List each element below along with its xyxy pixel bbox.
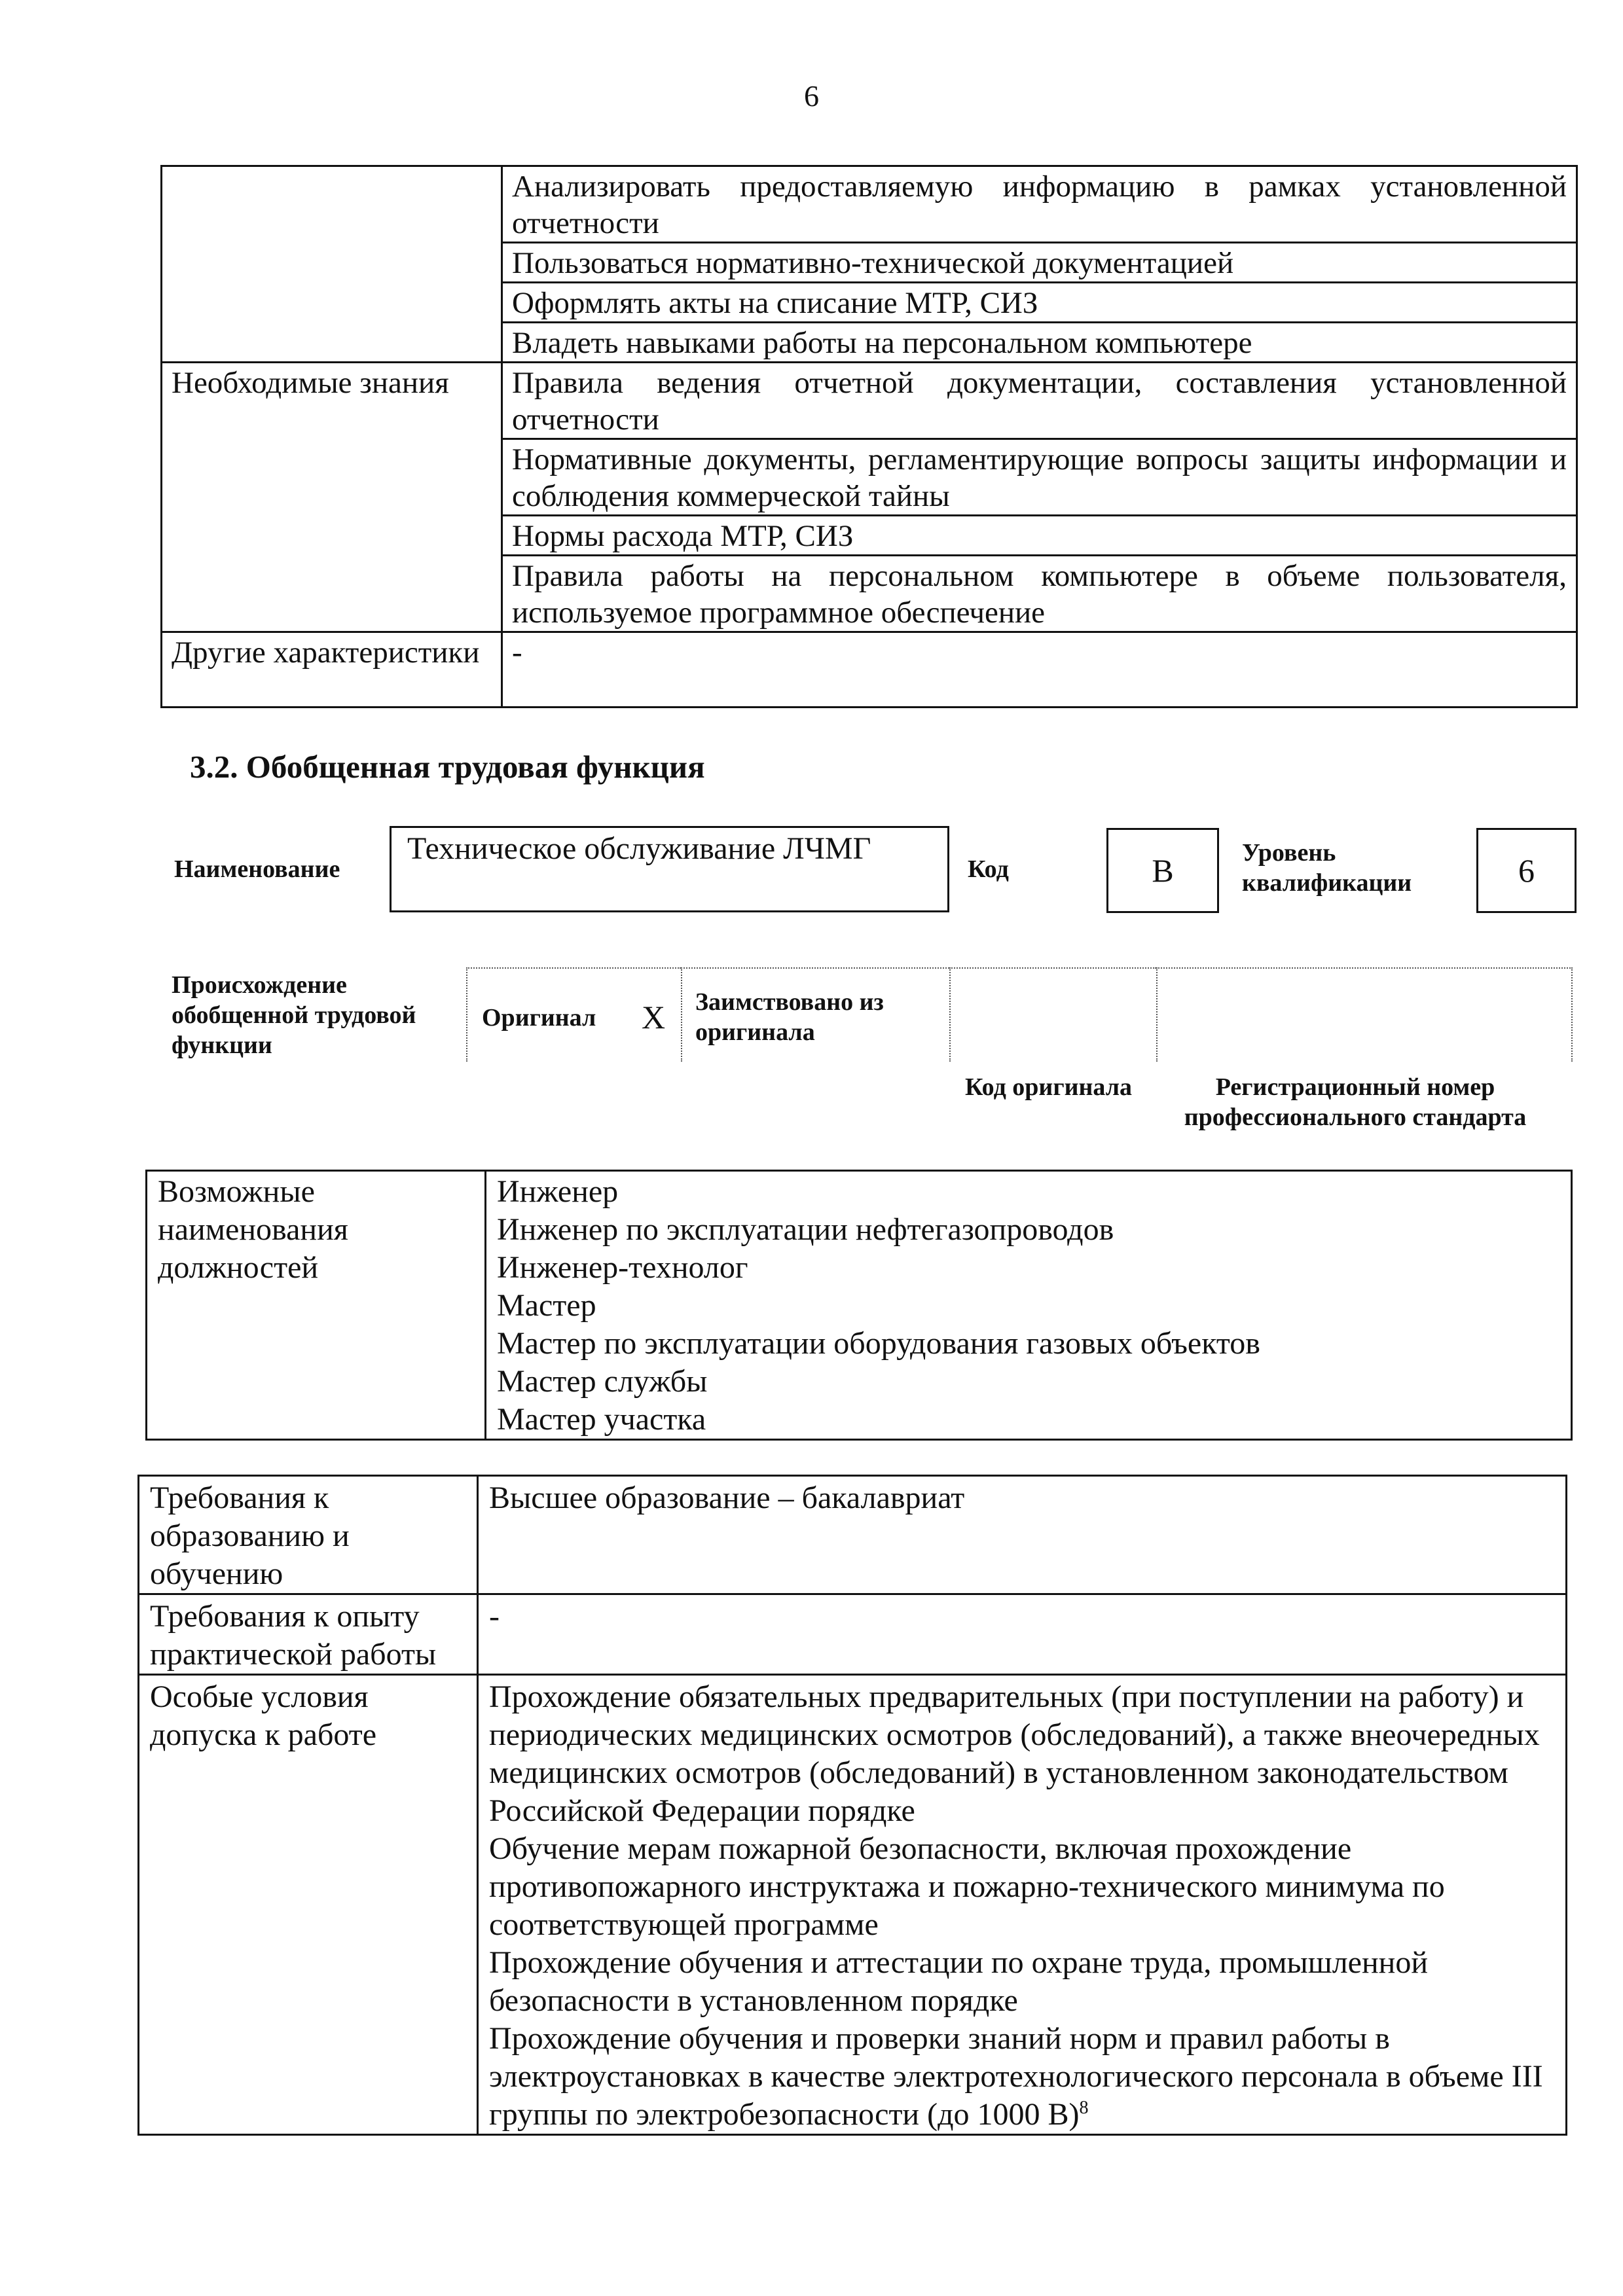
origin-label-line1: Происхождение xyxy=(172,971,347,999)
code-label: Код xyxy=(968,855,1009,883)
reg-number-caption-line1: Регистрационный номер xyxy=(1215,1073,1495,1101)
origin-label-line2: обобщенной трудовой xyxy=(172,1001,416,1029)
page-number: 6 xyxy=(804,79,819,113)
skill-row: Анализировать предоставляемую информацию в рамках установленной отчетности xyxy=(502,166,1577,243)
section-title: 3.2. Обобщенная трудовая функция xyxy=(190,749,705,785)
job-title-item: Мастер службы xyxy=(497,1364,708,1399)
borrowed-label-line2: оригинала xyxy=(695,1018,815,1046)
qualification-level-value: 6 xyxy=(1518,852,1535,889)
job-title-item: Мастер участка xyxy=(497,1402,706,1437)
skills-knowledge-table xyxy=(160,165,1578,708)
job-titles-table xyxy=(145,1170,1573,1441)
borrowed-label-line1: Заимствовано из xyxy=(695,988,884,1016)
experience-label: Требования к опыту практической работы xyxy=(139,1594,478,1675)
experience-value: - xyxy=(478,1594,1567,1675)
origin-strip xyxy=(466,967,1573,1062)
function-name-value: Техническое обслуживание ЛЧМГ xyxy=(407,831,871,866)
original-code-cell xyxy=(949,967,1156,1062)
code-box xyxy=(1106,828,1219,913)
job-titles-label: Возможные наименования должностей xyxy=(147,1171,486,1440)
job-title-item: Мастер xyxy=(497,1288,596,1323)
condition-item: Обучение мерам пожарной безопасности, включая прохождение противопожарного инструктажа и пожарно-технического минимума по соответствующей программе xyxy=(489,1831,1445,1942)
education-label: Требования к образованию и обучению xyxy=(139,1476,478,1594)
skill-row: Владеть навыками работы на персональном компьютере xyxy=(502,323,1577,363)
skill-row: Пользоваться нормативно-технической документацией xyxy=(502,243,1577,283)
knowledge-row: Правила работы на персональном компьютере в объеме пользователя, используемое программное обеспечение xyxy=(502,556,1577,632)
other-characteristics-value: - xyxy=(502,632,1577,708)
reg-number-cell xyxy=(1156,967,1573,1062)
origin-label-line3: функции xyxy=(172,1031,272,1059)
job-titles-list xyxy=(486,1171,1572,1440)
code-value: B xyxy=(1152,852,1174,889)
job-title-item: Инженер по эксплуатации нефтегазопроводов xyxy=(497,1212,1114,1247)
knowledge-row: Нормы расхода МТР, СИЗ xyxy=(502,516,1577,556)
name-label: Наименование xyxy=(174,855,340,883)
condition-item xyxy=(489,2020,1555,2134)
footnote-marker: 8 xyxy=(1079,2098,1089,2118)
level-label-line2: квалификации xyxy=(1242,869,1412,897)
job-title-item: Инженер-технолог xyxy=(497,1250,748,1285)
knowledge-row: Правила ведения отчетной документации, составления установленной отчетности xyxy=(502,363,1577,439)
function-name-box xyxy=(390,826,949,912)
reg-number-caption-line2: профессионального стандарта xyxy=(1184,1103,1527,1131)
job-title-item: Мастер по эксплуатации оборудования газовых объектов xyxy=(497,1326,1260,1361)
knowledge-row: Нормативные документы, регламентирующие вопросы защиты информации и соблюдения коммерческой тайны xyxy=(502,439,1577,516)
special-conditions-list xyxy=(478,1675,1567,2135)
knowledge-label: Необходимые знания xyxy=(162,363,502,632)
original-mark: X xyxy=(642,999,666,1035)
other-characteristics-label: Другие характеристики xyxy=(162,632,502,708)
original-label: Оригинал xyxy=(482,1004,596,1031)
skills-label-cell xyxy=(162,166,502,363)
job-title-item: Инженер xyxy=(497,1174,619,1209)
qualification-level-box xyxy=(1476,828,1577,913)
requirements-table xyxy=(137,1475,1567,2136)
special-conditions-label: Особые условия допуска к работе xyxy=(139,1675,478,2135)
condition-item: Прохождение обязательных предварительных (при поступлении на работу) и периодических медицинских осмотров (обследований), а также внеочередных медицинских осмотров (обследований) в установленном законодательством Российской Федерации порядке xyxy=(489,1679,1540,1828)
skill-row: Оформлять акты на списание МТР, СИЗ xyxy=(502,283,1577,323)
condition-item-text: Прохождение обучения и проверки знаний норм и правил работы в электроустановках в качестве электротехнологического персонала в объеме III группы по электробезопасности (до 1000 В) xyxy=(489,2021,1543,2132)
education-value: Высшее образование – бакалавриат xyxy=(478,1476,1567,1594)
original-code-caption: Код оригинала xyxy=(965,1073,1133,1101)
level-label-line1: Уровень xyxy=(1242,839,1336,867)
condition-item: Прохождение обучения и аттестации по охране труда, промышленной безопасности в установленном порядке xyxy=(489,1945,1429,2018)
